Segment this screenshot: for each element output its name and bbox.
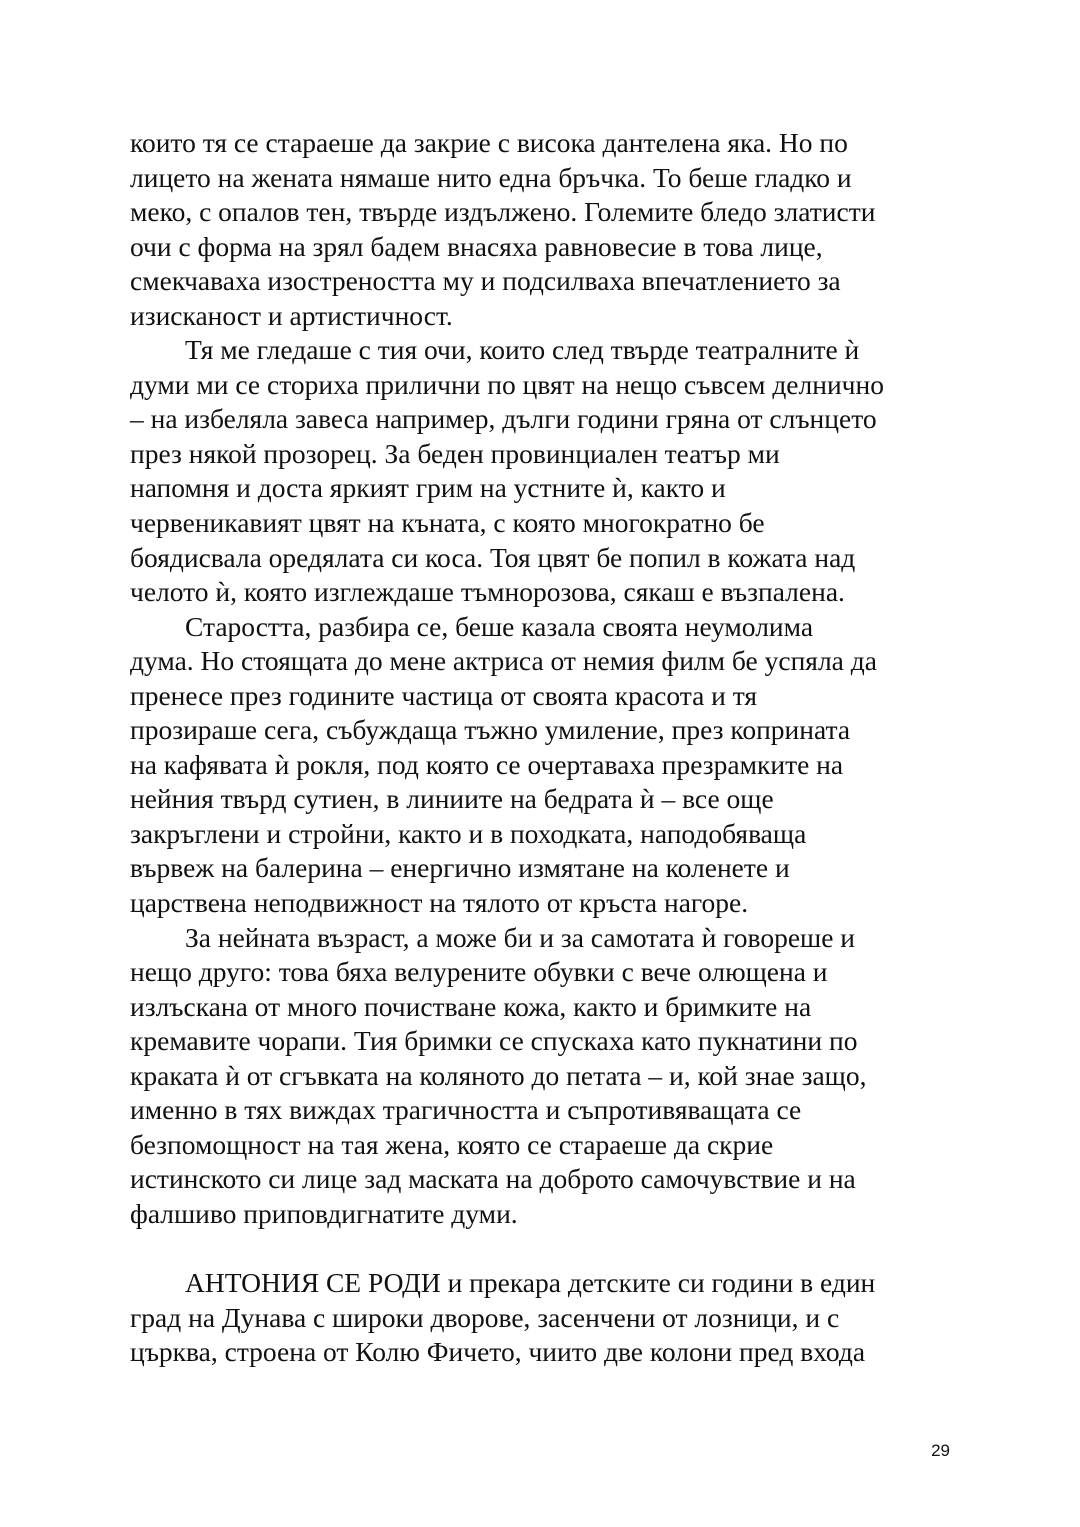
text-line: вървеж на балерина – енергично измятане на коленете и [130,852,790,884]
paragraph-1 [130,126,960,333]
text-line: нейния твърд сутиен, в линиите на бедрата ѝ – все още [130,783,774,815]
section-break [130,1232,960,1267]
text-line: боядисвала оредялата си коса. Тоя цвят бе попил в кожата над [130,541,856,573]
text-line: лицето на жената нямаше нито една бръчка. То беше гладко и [130,161,852,193]
text-line: нещо друго: това бяха велурените обувки с вече олющена и [130,956,828,988]
text-line: – на избеляла завеса например, дълги години гряна от слънцето [130,403,877,435]
text-line: очи с форма на зрял бадем внасяха равновесие в това лице, [130,230,823,262]
text-line: дума. Но стоящата до мене актриса от немия филм бе успяла да [130,645,877,677]
body-text [130,126,960,1370]
text-line: изисканост и артистичност. [130,299,453,331]
paragraph-2 [130,333,960,609]
text-line: излъскана от много почистване кожа, както и бримките на [130,990,812,1022]
paragraph-3 [130,610,960,921]
text-line: които тя се стараеше да закрие с висока дантелена яка. Но по [130,127,848,158]
text-line: смекчаваха изостреността му и подсилваха впечатлението за [130,265,841,297]
text-line: истинското си лице зад маската на доброто самочувствие и на [130,1163,856,1195]
text-line: АНТОНИЯ СЕ РОДИ и прекара детските си години в един [185,1267,876,1299]
text-line: на кафявата ѝ рокля, под която се очертаваха презрамките на [130,748,844,780]
page-number: 29 [931,1441,950,1460]
text-line: челото ѝ, която изглеждаше тъмнорозова, сякаш е възпалена. [130,576,845,608]
text-line: град на Дунава с широки дворове, засенчени от лозници, и с [130,1301,840,1333]
text-line: краката ѝ от сгъвката на коляното до петата – и, кой знае защо, [130,1059,867,1091]
text-line: църква, строена от Колю Фичето, чиито две колони пред входа [130,1336,866,1368]
text-line: напомня и доста яркият грим на устните ѝ, както и [130,472,726,504]
text-line: кремавите чорапи. Тия бримки се спускаха като пукнатини по [130,1025,858,1057]
text-line: именно в тях виждах трагичността и съпротивяващата се [130,1094,802,1126]
text-line: Старостта, разбира се, беше казала своята неумолима [185,610,814,642]
text-line: пренесе през годините частица от своята красота и тя [130,679,758,711]
text-line: фалшиво приповдигнатите думи. [130,1197,518,1229]
text-line: безпомощност на тая жена, която се стараеше да скрие [130,1128,774,1160]
text-line: думи ми се сториха прилични по цвят на нещо съвсем делнично [130,368,884,400]
text-line: червеникавият цвят на къната, с която многократно бе [130,507,765,539]
text-line: царствена неподвижност на тялото от кръста нагоре. [130,887,749,919]
text-line: прозираше сега, събуждаща тъжно умиление, през коприната [130,714,851,746]
paragraph-4 [130,921,960,1232]
text-line: през някой прозорец. За беден провинциален театър ми [130,437,780,469]
text-line: закръглени и стройни, както и в походката, наподобяваща [130,817,807,849]
text-line: меко, с опалов тен, твърде издължено. Големите бледо златисти [130,196,876,228]
text-line: За нейната възраст, а може би и за самотата ѝ говореше и [185,921,856,953]
paragraph-5 [130,1266,960,1370]
text-line: Тя ме гледаше с тия очи, които след твърде театралните ѝ [185,334,860,366]
